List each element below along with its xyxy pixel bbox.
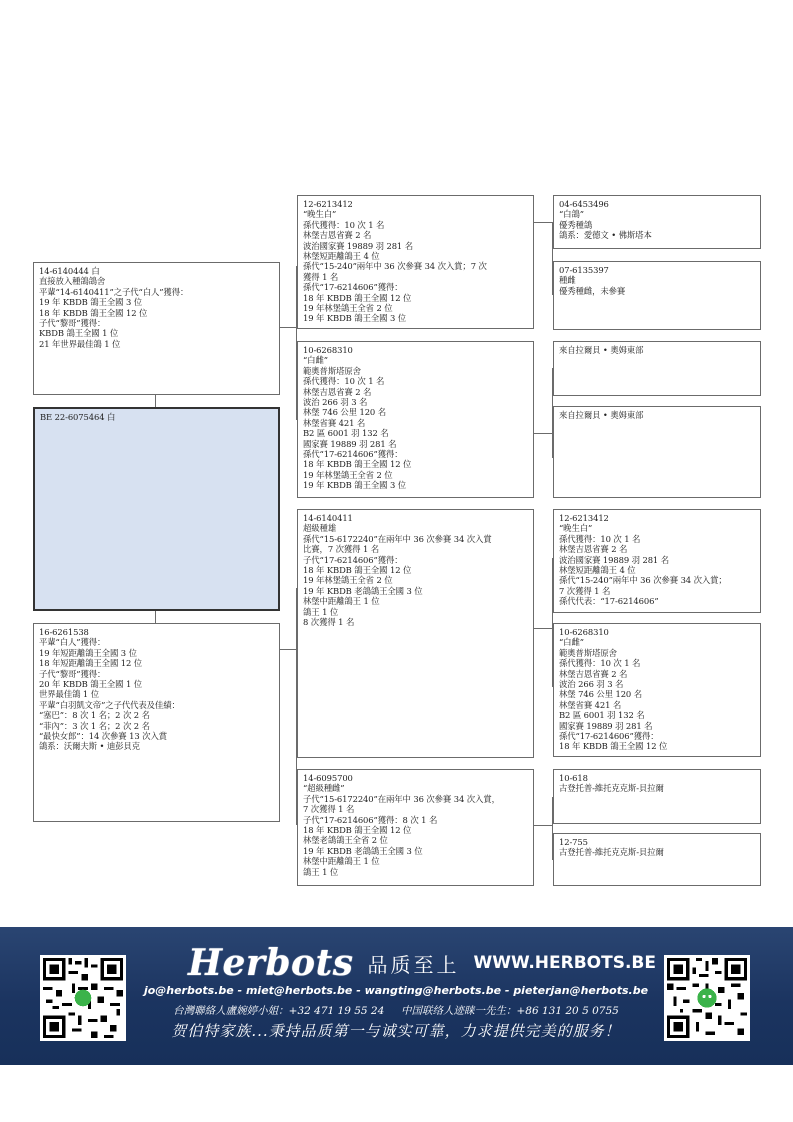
- sire-sire-box: [297, 195, 534, 329]
- pedigree-line: 10-6268310: [303, 345, 353, 355]
- pedigree-lines: [559, 627, 755, 752]
- pedigree-line: 10-6268310: [559, 627, 609, 637]
- pedigree-line: 14-6140411: [303, 513, 353, 523]
- pedigree-line: 孫代“17-6214606”獲得：: [559, 731, 659, 742]
- subject-box: [33, 407, 280, 611]
- pedigree-line: 古登托普-維托克克斯-貝拉爾: [559, 783, 664, 794]
- pedigree-line: 18 年 KBDB 鴿王全國 12 位: [303, 292, 412, 303]
- pedigree-lines: [303, 199, 528, 324]
- pedigree-line: 範奧普斯塔原舍: [303, 365, 361, 376]
- pedigree-line: 孫代“17-6214606”獲得：: [303, 449, 403, 460]
- brand-row: [188, 943, 656, 983]
- pedigree-lines: [40, 412, 273, 422]
- gg6-box: [553, 623, 761, 757]
- pedigree-line: 7 次獲得 1 名: [303, 804, 355, 815]
- pedigree-line: “塞巴”：8 次 1 名；2 次 2 名: [39, 710, 150, 721]
- gg7-box: [553, 769, 761, 824]
- connector: [533, 628, 552, 629]
- pedigree-line: B2 區 6001 羽 132 名: [303, 428, 389, 439]
- pedigree-lines: [559, 513, 755, 607]
- pedigree-lines: [559, 199, 755, 241]
- pedigree-line: 10-618: [559, 773, 588, 783]
- pedigree-line: 18 年 KBDB 鴿王全國 12 位: [303, 459, 412, 470]
- pedigree-line: 子代“17-6214606”獲得：8 次 1 名: [303, 814, 438, 825]
- pedigree-line: 14-6140444 白: [39, 266, 100, 276]
- contact-phones: [140, 1003, 652, 1018]
- pedigree-line: 20 年 KBDB 鴿王全國 1 位: [39, 679, 143, 690]
- pedigree-line: 19 年林堡鴿王全省 2 位: [303, 575, 393, 586]
- pedigree-line: 直接放入種鴿鴿舍: [39, 276, 106, 287]
- pedigree-line: 種雌: [559, 275, 576, 286]
- pedigree-line: 19 年林堡鴿王全省 2 位: [303, 469, 393, 480]
- gg2-box: [553, 261, 761, 330]
- pedigree-line: 林堡 746 公里 120 名: [303, 407, 386, 418]
- pedigree-line: 孫代獲得：10 次 1 名: [559, 658, 641, 669]
- pedigree-line: 鴿王 1 位: [303, 866, 339, 877]
- pedigree-line: 子代“15-6172240”在兩年中 36 次參賽 34 次入賞，: [303, 793, 500, 804]
- pedigree-line: 子代“黎哥”獲得：: [39, 668, 106, 679]
- pedigree-line: 獲得 1 名: [303, 271, 339, 282]
- pedigree-lines: [39, 627, 274, 752]
- pedigree-line: 12-6213412: [559, 513, 609, 523]
- gg5-box: [553, 509, 761, 613]
- connector: [155, 394, 156, 408]
- connector: [533, 222, 552, 223]
- connector: [533, 825, 552, 826]
- pedigree-line: 18 年短距離鴿王全國 12 位: [39, 658, 143, 669]
- pedigree-line: 21 年世界最佳鴿 1 位: [39, 338, 121, 349]
- pedigree-line: “晚生白”: [303, 209, 337, 220]
- pedigree-line: 林堡吉恩省賽 2 名: [559, 544, 628, 555]
- pedigree-line: 林堡吉恩省賽 2 名: [559, 668, 628, 679]
- pedigree-line: BE 22-6075464 白: [40, 412, 116, 422]
- pedigree-line: 孫代獲得：10 次 1 名: [559, 533, 641, 544]
- pedigree-line: 19 年 KBDB 鴿王全國 3 位: [303, 480, 407, 491]
- pedigree-line: 波治國家賽 19889 羽 281 名: [559, 554, 670, 565]
- pedigree-line: 平輩“白人”獲得：: [39, 637, 106, 648]
- pedigree-line: 18 年 KBDB 鴿王全國 12 位: [39, 307, 148, 318]
- pedigree-line: 林堡省賽 421 名: [303, 417, 366, 428]
- pedigree-line: 孫代獲得：10 次 1 名: [303, 376, 385, 387]
- pedigree-line: 19 年 KBDB 鴿王全國 3 位: [39, 297, 143, 308]
- pedigree-lines: [559, 410, 755, 420]
- pedigree-line: 12-6213412: [303, 199, 353, 209]
- dam-dam-box: [297, 769, 534, 886]
- herbots-logo: Herbots: [188, 942, 354, 984]
- pedigree-line: 16-6261538: [39, 627, 89, 637]
- qr-code-wechat-icon: [667, 958, 747, 1038]
- pedigree-line: 19 年短距離鴿王全國 3 位: [39, 647, 137, 658]
- contact-china: 中国联络人迹睐一先生：+86 131 20 5 0755: [401, 1005, 619, 1017]
- pedigree-line: 子代“黎哥”獲得：: [39, 318, 106, 329]
- pedigree-line: 04-6453496: [559, 199, 609, 209]
- connector: [533, 433, 552, 434]
- pedigree-line: 8 次獲得 1 名: [303, 617, 355, 628]
- pedigree-line: B2 區 6001 羽 132 名: [559, 710, 645, 721]
- pedigree-lines: [559, 773, 755, 794]
- qr-code-wechat-icon: [664, 955, 750, 1041]
- pedigree-lines: [303, 345, 528, 491]
- pedigree-line: “晚生白”: [559, 523, 593, 534]
- pedigree-line: 孫代獲得：10 次 1 名: [303, 219, 385, 230]
- pedigree-line: 18 年 KBDB 鴿王全國 12 位: [303, 565, 412, 576]
- pedigree-line: 優秀種鴿: [559, 219, 593, 230]
- footer-banner: [0, 927, 793, 1065]
- pedigree-line: “白雌”: [559, 637, 584, 648]
- pedigree-lines: [559, 265, 755, 296]
- pedigree-line: 林堡吉恩省賽 2 名: [303, 386, 372, 397]
- pedigree-line: 林堡中距離鴿王 1 位: [303, 856, 380, 867]
- pedigree-line: 孫代代表：“17-6214606”: [559, 596, 659, 607]
- pedigree-line: 孫代“15-240”兩年中 36 次參賽 34 次入賞；: [559, 575, 727, 586]
- pedigree-line: 國家賽 19889 羽 281 名: [303, 438, 397, 449]
- pedigree-lines: [559, 837, 755, 858]
- pedigree-line: 波治國家賽 19889 羽 281 名: [303, 240, 414, 251]
- pedigree-line: “白雌”: [303, 355, 328, 366]
- pedigree-line: 古登托普-維托克克斯-貝拉爾: [559, 847, 664, 858]
- pedigree-line: 子代“17-6214606”獲得：: [303, 554, 403, 565]
- pedigree-line: 鴿系：愛德文 • 佛斯塔本: [559, 230, 652, 241]
- pedigree-line: KBDB 鴿王全國 1 位: [39, 328, 119, 339]
- pedigree-line: 世界最佳鴿 1 位: [39, 689, 100, 700]
- pedigree-line: 來自拉爾貝 • 奧姆東部: [559, 345, 644, 355]
- motto: 贺伯特家族...秉持品质第一与诚实可靠，力求提供完美的服务！: [171, 1022, 621, 1040]
- pedigree-line: 林堡 746 公里 120 名: [559, 689, 642, 700]
- pedigree-line: 林堡老鴿鴿王全省 2 位: [303, 835, 388, 846]
- pedigree-lines: [559, 345, 755, 355]
- pedigree-lines: [303, 513, 528, 627]
- pedigree-line: 波治 266 羽 3 名: [559, 679, 624, 690]
- brand-tagline: 品质至上: [367, 952, 460, 977]
- pedigree-line: “最快女郎”：14 次參賽 13 次入賞: [39, 731, 167, 742]
- pedigree-line: 孫代“17-6214606”獲得：: [303, 282, 403, 293]
- pedigree-lines: [303, 773, 528, 877]
- gg1-box: [553, 195, 761, 249]
- pedigree-line: 18 年 KBDB 鴿王全國 12 位: [303, 825, 412, 836]
- pedigree-line: 來自拉爾貝 • 奧姆東部: [559, 410, 644, 420]
- pedigree-line: 18 年 KBDB 鴿王全國 12 位: [559, 741, 668, 752]
- pedigree-lines: [39, 266, 274, 349]
- pedigree-line: 林堡吉恩省賽 2 名: [303, 230, 372, 241]
- connector: [279, 327, 296, 328]
- pedigree-line: 孫代“15-6172240”在兩年中 36 次參賽 34 次入賞: [303, 533, 492, 544]
- pedigree-line: 林堡短距離鴿王 4 位: [303, 251, 380, 262]
- dam-box: [33, 623, 280, 822]
- pedigree-line: 14-6095700: [303, 773, 353, 783]
- contact-taiwan: 台灣聯絡人盧婉婷小姐：+32 471 19 55 24: [173, 1005, 385, 1017]
- pedigree-line: “菲內”：3 次 1 名；2 次 2 名: [39, 720, 150, 731]
- pedigree-line: 比賽，7 次獲得 1 名: [303, 544, 380, 555]
- pedigree-line: 平輩“14-6140411”之子代“白人”獲得：: [39, 286, 189, 297]
- pedigree-line: 12-755: [559, 837, 588, 847]
- pedigree-line: “白鴿”: [559, 209, 584, 220]
- pedigree-line: 超級種雄: [303, 523, 337, 534]
- gg4-box: [553, 406, 761, 498]
- gg3-box: [553, 341, 761, 396]
- pedigree-line: 孫代“15-240”兩年中 36 次參賽 34 次入賞；7 次: [303, 261, 487, 272]
- website-link[interactable]: WWW.HERBOTS.BE: [473, 953, 657, 973]
- connector: [279, 649, 296, 650]
- pedigree-line: 林堡中距離鴿王 1 位: [303, 596, 380, 607]
- pedigree-line: 19 年 KBDB 老鴿鴿王全國 3 位: [303, 845, 423, 856]
- pedigree-line: 19 年 KBDB 鴿王全國 3 位: [303, 313, 407, 324]
- contact-emails[interactable]: jo@herbots.be - miet@herbots.be - wangting@herbots.be - pieterjan@herbots.be: [143, 984, 649, 997]
- pedigree-line: 國家賽 19889 羽 281 名: [559, 720, 653, 731]
- connector: [155, 610, 156, 624]
- pedigree-line: 範奧普斯塔原舍: [559, 647, 617, 658]
- pedigree-line: “超級種雌”: [303, 783, 345, 794]
- sire-dam-box: [297, 341, 534, 498]
- qr-code-icon: [43, 958, 123, 1038]
- sire-box: [33, 262, 280, 395]
- pedigree-line: 波治 266 羽 3 名: [303, 397, 368, 408]
- qr-code-icon: [40, 955, 126, 1041]
- pedigree-line: 優秀種雌，未參賽: [559, 285, 626, 296]
- pedigree-line: 鴿系：沃爾夫斯 • 迪彭貝克: [39, 741, 140, 752]
- pedigree-line: 19 年 KBDB 老鴿鴿王全國 3 位: [303, 585, 423, 596]
- pedigree-line: 鴿王 1 位: [303, 606, 339, 617]
- pedigree-line: 林堡短距離鴿王 4 位: [559, 565, 636, 576]
- pedigree-line: 7 次獲得 1 名: [559, 585, 611, 596]
- dam-sire-box: [297, 509, 534, 758]
- pedigree-line: 林堡省賽 421 名: [559, 699, 622, 710]
- pedigree-line: 07-6135397: [559, 265, 609, 275]
- gg8-box: [553, 833, 761, 886]
- pedigree-line: 平輩“白羽凱文帝”之子代代表及佳績：: [39, 699, 180, 710]
- pedigree-line: 19 年林堡鴿王全省 2 位: [303, 303, 393, 314]
